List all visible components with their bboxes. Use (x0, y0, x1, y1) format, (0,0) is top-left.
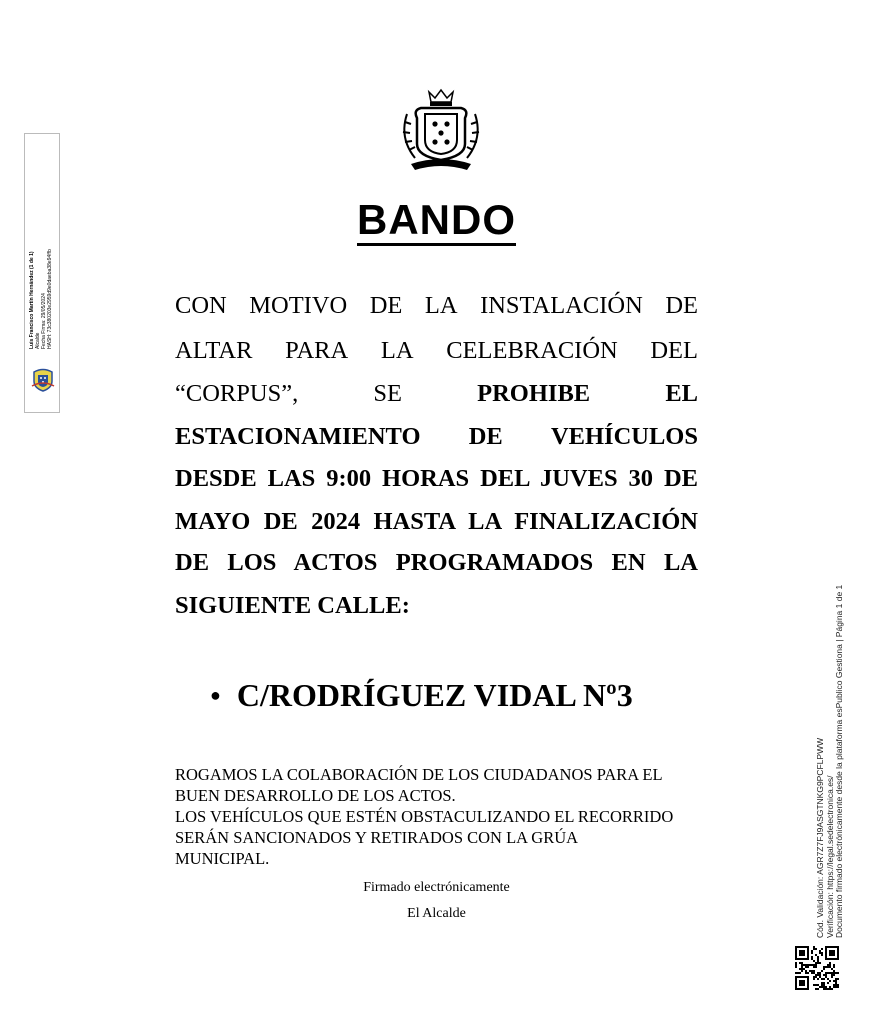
coat-of-arms-emblem (393, 88, 489, 172)
notice-line: MUNICIPAL. (175, 849, 270, 868)
notice-line: BUEN DESARROLLO DE LOS ACTOS. (175, 786, 456, 805)
body-line-6: MAYO DE 2024 HASTA LA FINALIZACIÓN (175, 508, 698, 535)
qr-code-icon (795, 946, 839, 990)
bullet-icon: ● (210, 685, 221, 705)
street-name: C/RODRÍGUEZ VIDAL Nº3 (236, 677, 633, 713)
platform-notice: Documento firmado electrónicamente desde la plataforma esPublico Gestiona | Página 1 de 1 (834, 584, 844, 938)
signed-electronically: Firmado electrónicamente (363, 880, 510, 895)
body-line-7: DE LOS ACTOS PROGRAMADOS EN LA (175, 549, 698, 576)
notice-line: LOS VEHÍCULOS QUE ESTÉN OBSTACULIZANDO EL RECORRIDO (175, 807, 674, 826)
municipal-shield-icon (30, 366, 56, 392)
body-line-4: ESTACIONAMIENTO DE VEHÍCULOS (175, 423, 698, 450)
validation-sidebar (816, 585, 845, 938)
notice-line: SERÁN SANCIONADOS Y RETIRADOS CON LA GRÚA (175, 828, 579, 847)
document-title: BANDO (0, 196, 873, 244)
verification-link[interactable]: Verificación: https://legal.sedelectronica.es/ (824, 775, 835, 938)
body-line-2: ALTAR PARA LA CELEBRACIÓN DEL (175, 337, 698, 364)
body-line-3: “CORPUS”, SE PROHIBE EL (175, 380, 698, 407)
street-list-item (210, 677, 633, 714)
signer-role: El Alcalde (407, 906, 466, 921)
body-line-5: DESDE LAS 9:00 HORAS DEL JUVES 30 DE (175, 465, 698, 492)
validation-code: Cód. Validación: AGR7Z7FJ9ASGTNKG9PCFLPWW (815, 737, 825, 938)
body-line-8: SIGUIENTE CALLE: (175, 592, 410, 619)
stamp-text: Luis Francisco Martín Hernández (1 de 1) Alcalde Fecha Firma: 29/05/2024 HASH: 73c380203e2959d9e0daeba38e94ffb (29, 249, 53, 349)
signature-stamp (24, 133, 60, 413)
body-line-1: CON MOTIVO DE LA INSTALACIÓN DE (175, 292, 698, 319)
notice-line: ROGAMOS LA COLABORACIÓN DE LOS CIUDADANOS PARA EL (175, 765, 663, 784)
notice-paragraph (175, 764, 673, 869)
